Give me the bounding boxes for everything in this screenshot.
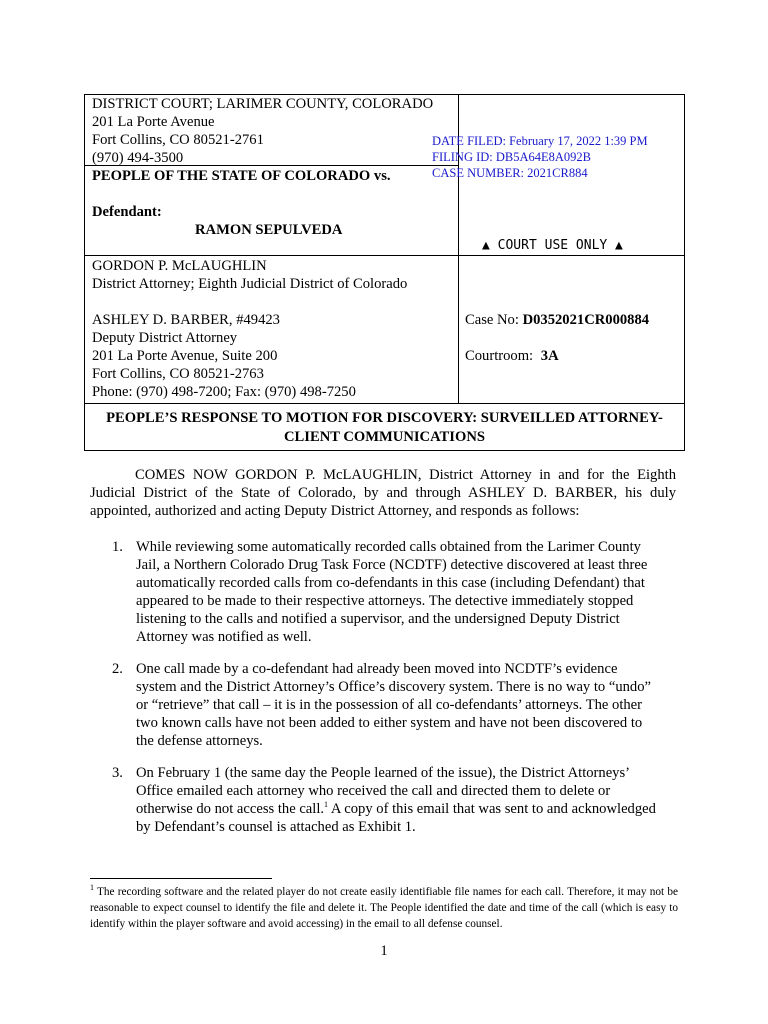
list-number: 1. bbox=[112, 539, 123, 555]
document-title bbox=[85, 405, 684, 450]
defendant-label: Defendant: bbox=[92, 204, 162, 220]
intro-paragraph: COMES NOW GORDON P. McLAUGHLIN, District Attorney in and for the Eighth Judicial District of the State of Colorado, by and through ASHLEY D. BARBER, his duly appointed, authorized and acting Deputy District Attorney, and responds as follows: bbox=[90, 467, 676, 519]
case-number-label: Case No: bbox=[465, 312, 519, 328]
numbered-list bbox=[112, 538, 678, 646]
list-line: listening to the calls and notified a supervisor, and the undersigned Deputy District bbox=[136, 611, 620, 627]
list-line: two known calls have not been added to either system and have not been discovered to bbox=[136, 715, 643, 731]
filing-stamp bbox=[432, 133, 648, 181]
case-number-line bbox=[465, 311, 649, 329]
filing-case-number: CASE NUMBER: 2021CR884 bbox=[432, 166, 588, 180]
list-line-text: otherwise do not access the call. bbox=[136, 801, 325, 817]
list-line-with-footnote bbox=[136, 800, 678, 818]
attorney-address-2: Fort Collins, CO 80521-2763 bbox=[92, 366, 264, 382]
defendant-name: RAMON SEPULVEDA bbox=[195, 222, 343, 238]
list-line: system and the District Attorney’s Office’s discovery system. There is no way to “undo” bbox=[136, 679, 652, 695]
court-line-4: (970) 494-3500 bbox=[92, 150, 184, 166]
da-title: District Attorney; Eighth Judicial District of Colorado bbox=[92, 276, 408, 292]
list-line: appeared to be made to their respective attorneys. The detective immediately stopped bbox=[136, 593, 634, 609]
filing-date: DATE FILED: February 17, 2022 1:39 PM bbox=[432, 134, 648, 148]
list-line: On February 1 (the same day the People learned of the issue), the District Attorneys’ bbox=[136, 765, 631, 781]
case-info bbox=[465, 311, 649, 365]
deputy-title: Deputy District Attorney bbox=[92, 330, 238, 346]
filing-id: FILING ID: DB5A64E8A092B bbox=[432, 150, 592, 164]
footnote-marker: 1 bbox=[90, 883, 94, 893]
list-line: or “retrieve” that call – it is in the possession of all co-defendants’ attorneys. The other bbox=[136, 697, 643, 713]
court-line-1: DISTRICT COURT; LARIMER COUNTY, COLORADO bbox=[92, 96, 434, 112]
attorney-address-1: 201 La Porte Avenue, Suite 200 bbox=[92, 348, 278, 364]
numbered-list-2 bbox=[112, 660, 678, 750]
court-use-only: ▲ COURT USE ONLY ▲ bbox=[482, 238, 623, 253]
plaintiff-line: PEOPLE OF THE STATE OF COLORADO vs. bbox=[92, 168, 391, 184]
court-line-3: Fort Collins, CO 80521-2761 bbox=[92, 132, 264, 148]
footnote-reference[interactable]: 1 bbox=[324, 800, 329, 810]
page-number: 1 bbox=[380, 943, 388, 959]
list-item-2 bbox=[112, 660, 678, 750]
courtroom-line bbox=[465, 347, 649, 365]
list-item-1 bbox=[112, 538, 678, 646]
court-line-2: 201 La Porte Avenue bbox=[92, 114, 215, 130]
courtroom-value: 3A bbox=[540, 348, 559, 364]
deputy-name: ASHLEY D. BARBER, #49423 bbox=[92, 312, 280, 328]
footnote-text: The recording software and the related player do not create easily identifiable file names for each call. Therefore, it may not be reasonable to expect counsel to identify the file and delete it. The People identified the date and time of the call (which is easy to identify within the player software and avoid accessing) in the email to all defense counsel. bbox=[90, 886, 678, 930]
caption-divider-title bbox=[85, 403, 684, 404]
footnote bbox=[90, 884, 678, 932]
list-number: 2. bbox=[112, 661, 123, 677]
list-line: Office emailed each attorney who received the call and directed them to delete or bbox=[136, 783, 611, 799]
list-number: 3. bbox=[112, 765, 123, 781]
list-line: One call made by a co-defendant had already been moved into NCDTF’s evidence bbox=[136, 661, 618, 677]
footnote-separator bbox=[90, 878, 272, 879]
list-line: Attorney was notified as well. bbox=[136, 629, 312, 645]
caption-divider-attorneys bbox=[85, 255, 684, 256]
court-block bbox=[92, 95, 433, 167]
courtroom-label: Courtroom: bbox=[465, 348, 534, 364]
list-line: the defense attorneys. bbox=[136, 733, 263, 749]
list-line: Jail, a Northern Colorado Drug Task Force (NCDTF) detective discovered at least three bbox=[136, 557, 648, 573]
numbered-list-3 bbox=[112, 764, 678, 836]
list-line: automatically recorded calls from co-defendants in this case (including Defendant) that bbox=[136, 575, 645, 591]
list-item-3 bbox=[112, 764, 678, 836]
list-line: While reviewing some automatically recorded calls obtained from the Larimer County bbox=[136, 539, 641, 555]
attorney-phone: Phone: (970) 498-7200; Fax: (970) 498-7250 bbox=[92, 384, 356, 400]
list-line-text: A copy of this email that was sent to and acknowledged bbox=[328, 801, 656, 817]
attorney-block bbox=[92, 257, 407, 401]
list-line: by Defendant’s counsel is attached as Exhibit 1. bbox=[136, 819, 416, 835]
da-name: GORDON P. McLAUGHLIN bbox=[92, 258, 267, 274]
case-number-value: D0352021CR000884 bbox=[522, 312, 650, 328]
document-title-line-1: PEOPLE’S RESPONSE TO MOTION FOR DISCOVERY: SURVEILLED ATTORNEY- bbox=[106, 410, 663, 426]
parties-block bbox=[92, 167, 452, 239]
document-title-line-2: CLIENT COMMUNICATIONS bbox=[284, 429, 485, 445]
